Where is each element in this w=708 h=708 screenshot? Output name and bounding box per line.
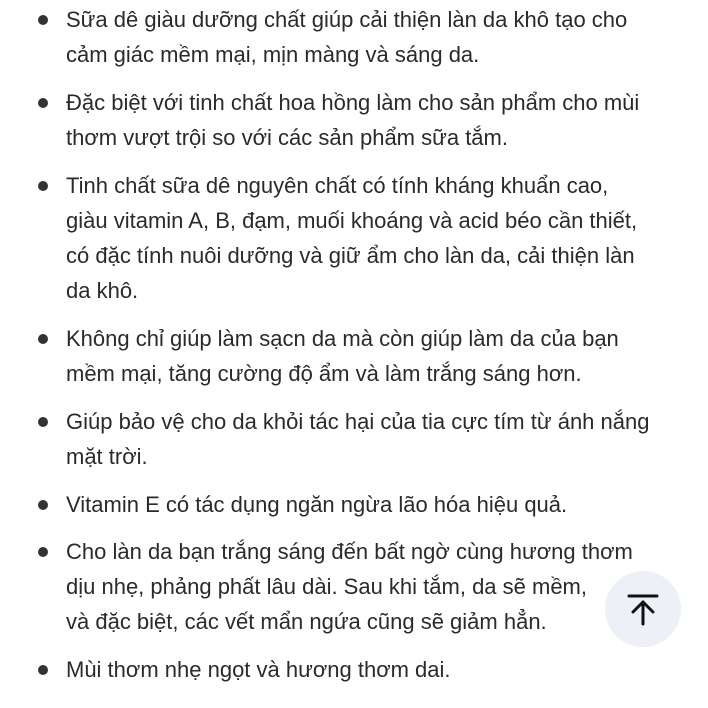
list-item-line: Mùi thơm nhẹ ngọt và hương thơm dai. [66,657,451,682]
list-item [66,168,696,308]
list-item [66,487,696,522]
list-item [66,2,696,72]
bullet-icon [38,665,48,675]
arrow-up-to-top-icon [625,591,661,627]
bullet-icon [38,98,48,108]
list-item-line: Sữa dê giàu dưỡng chất giúp cải thiện làn da khô tạo cho [66,7,628,32]
list-item [66,321,696,391]
list-item-line: Cho làn da bạn trắng sáng đến bất ngờ cùng hương thơm [66,539,633,564]
list-item [66,534,696,639]
list-item-line: mặt trời. [66,444,148,469]
list-item-line: và đặc biệt, các vết mẩn ngứa cũng sẽ giảm hẳn. [66,609,547,634]
list-item-line: cảm giác mềm mại, mịn màng và sáng da. [66,42,480,67]
list-item [66,652,696,687]
list-item-line: dịu nhẹ, phảng phất lâu dài. Sau khi tắm, da sẽ mềm, [66,574,587,599]
bullet-icon [38,547,48,557]
list-item-line: Đặc biệt với tinh chất hoa hồng làm cho sản phẩm cho mùi [66,90,640,115]
list-item-line: Giúp bảo vệ cho da khỏi tác hại của tia cực tím từ ánh nắng [66,409,650,434]
list-item [66,404,696,474]
list-item [66,85,696,155]
list-item-line: mềm mại, tăng cường độ ẩm và làm trắng sáng hơn. [66,361,582,386]
list-item-line: da khô. [66,278,139,303]
list-item-line: có đặc tính nuôi dưỡng và giữ ẩm cho làn da, cải thiện làn [66,243,635,268]
list-item-line: giàu vitamin A, B, đạm, muối khoáng và acid béo cần thiết, [66,208,638,233]
scroll-to-top-button[interactable] [605,571,681,647]
list-item-line: Tinh chất sữa dê nguyên chất có tính kháng khuẩn cao, [66,173,609,198]
bullet-icon [38,417,48,427]
list-item-line: thơm vượt trội so với các sản phẩm sữa tắm. [66,125,508,150]
bullet-icon [38,500,48,510]
list-item-line: Vitamin E có tác dụng ngăn ngừa lão hóa hiệu quả. [66,492,568,517]
bullet-icon [38,334,48,344]
list-item-line: Không chỉ giúp làm sạcn da mà còn giúp làm da của bạn [66,326,619,351]
bullet-icon [38,181,48,191]
bullet-icon [38,15,48,25]
